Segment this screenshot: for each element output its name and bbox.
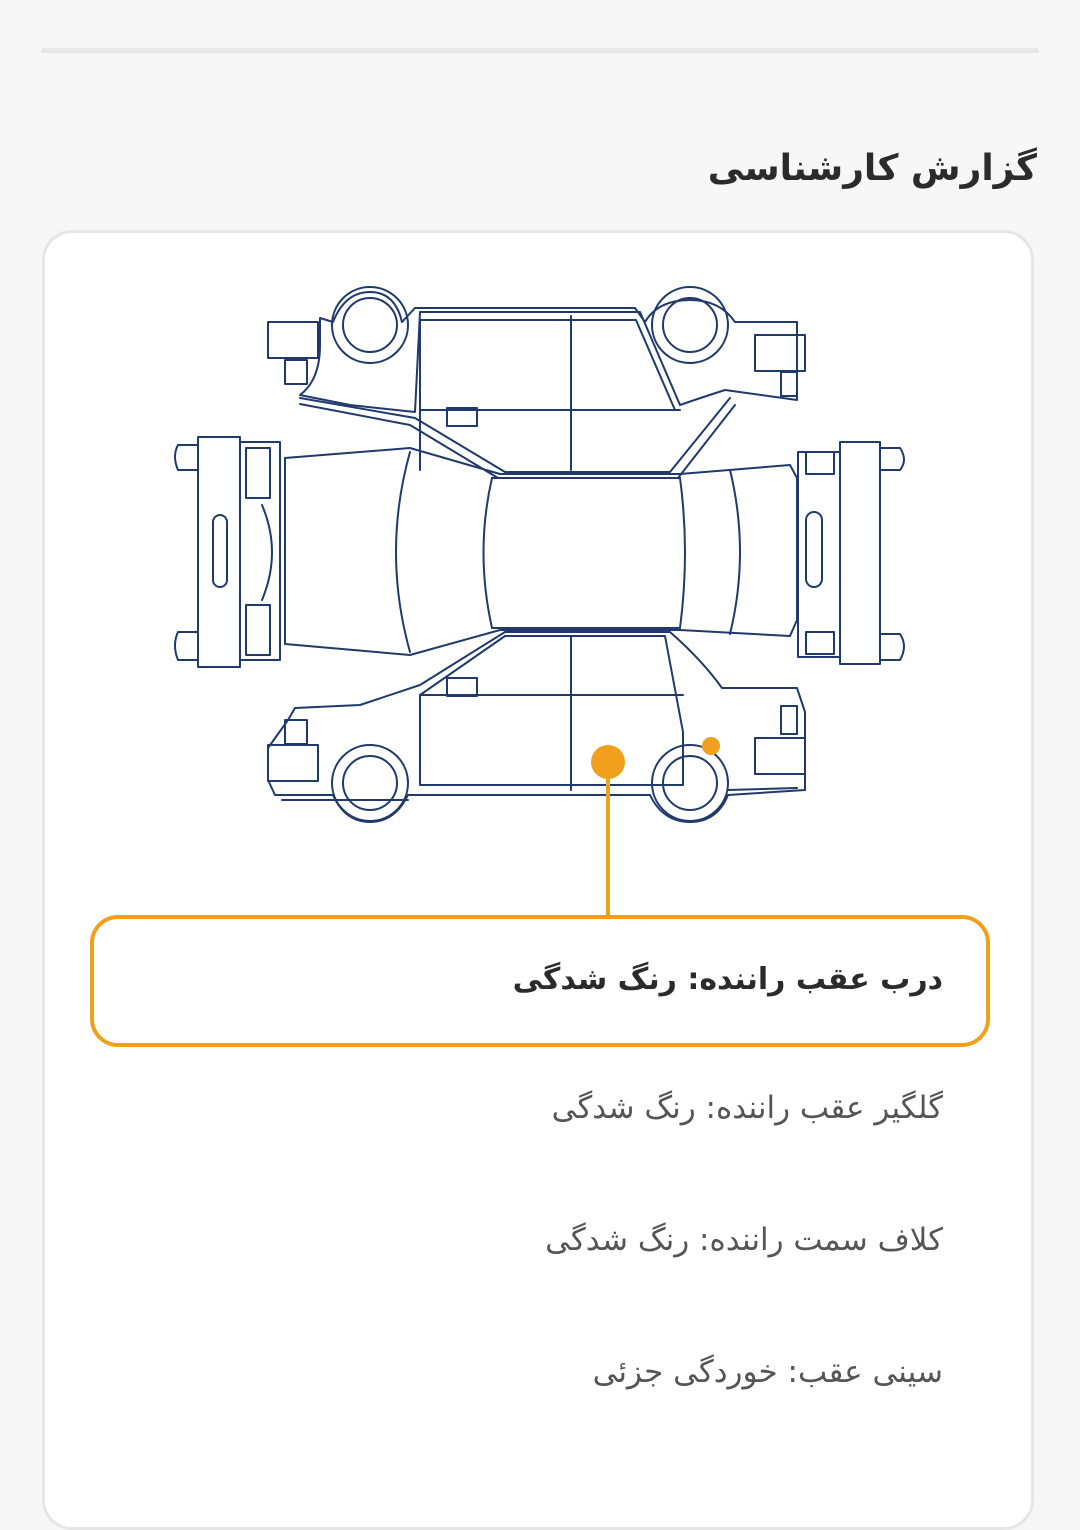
report-item-rear-door[interactable]: درب عقب راننده: رنگ شدگی (512, 962, 943, 997)
damage-markers (591, 737, 720, 915)
car-side-top (268, 287, 805, 478)
section-title: گزارش کارشناسی (707, 148, 1037, 189)
car-side-bottom (268, 632, 805, 822)
report-item-rear-fender[interactable]: گلگیر عقب راننده: رنگ شدگی (551, 1090, 943, 1126)
report-item-side-frame[interactable]: کلاف سمت راننده: رنگ شدگی (545, 1222, 943, 1258)
damage-marker-rear-door (591, 745, 625, 779)
report-item-rear-tray[interactable]: سینی عقب: خوردگی جزئی (592, 1354, 943, 1390)
damage-marker-rear-fender (702, 737, 720, 755)
